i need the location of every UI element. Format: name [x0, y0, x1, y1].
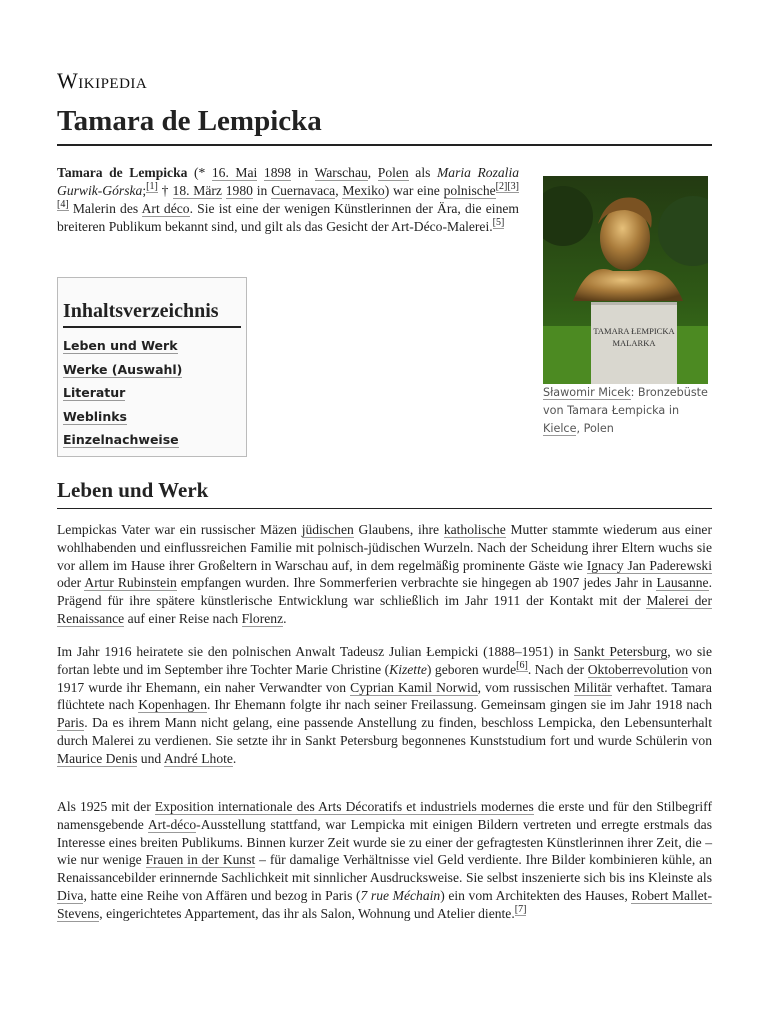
plaque-line-1: TAMARA ŁEMPICKA: [593, 326, 675, 336]
table-of-contents: [57, 277, 247, 457]
toc-item-label: Werke (Auswahl): [63, 361, 183, 377]
ref-5[interactable]: [5]: [492, 217, 505, 229]
link-katholische[interactable]: katholische: [443, 522, 506, 537]
text: oder: [57, 575, 85, 591]
link-polen[interactable]: Polen: [377, 165, 409, 180]
link-renaissance[interactable]: Malerei der Renaissance: [57, 593, 712, 626]
text: und: [137, 750, 164, 766]
ref-6[interactable]: [6]: [516, 660, 528, 672]
text: die erste und für den Stilbegriff namensgebende: [57, 799, 712, 832]
link-kielce[interactable]: Kielce: [543, 422, 577, 435]
text: . Nach der: [527, 661, 588, 677]
text: , wo sie fortan lebte und im September ihre Tochter Marie Christine (: [57, 644, 712, 677]
link-polnische[interactable]: polnische: [443, 183, 496, 198]
text: ,: [367, 165, 378, 180]
link-frauen-in-der-kunst[interactable]: Frauen in der Kunst: [145, 852, 256, 868]
intro-name: Tamara de Lempicka: [57, 165, 188, 180]
ref-7[interactable]: [7]: [514, 904, 527, 916]
text: . Sie ist eine der wenigen Künstlerinnen der Ära, die einem breiteren Publikum bekannt sind, und gilt als das Gesicht der Art-Déco-Malerei.: [57, 201, 519, 234]
link-exposition[interactable]: Exposition internationale des Arts Décoratifs et industriels modernes: [154, 799, 534, 814]
text: , vom russischen: [477, 679, 575, 695]
address: 7 rue Méchain: [360, 887, 441, 903]
link-mallet-stevens[interactable]: Robert Mallet-Stevens: [57, 887, 712, 921]
text: .: [232, 750, 237, 766]
toc-item-label: Literatur: [63, 385, 126, 400]
link-juedischen[interactable]: jüdischen: [301, 522, 354, 537]
toc-item-weblinks[interactable]: [63, 407, 241, 431]
link-mexiko[interactable]: Mexiko: [342, 183, 385, 198]
text: .: [283, 610, 287, 626]
link-cuernavaca[interactable]: Cuernavaca: [271, 183, 336, 198]
text: , eingerichtetes Appartement, das ihr als Salon, Wohnung und Atelier diente.: [99, 905, 515, 921]
link-paris[interactable]: Paris: [57, 715, 85, 731]
text: Glaubens, ihre: [353, 522, 444, 537]
toc-item-werke[interactable]: [63, 360, 241, 384]
text: Als 1925 mit der: [57, 799, 155, 814]
text: ) geboren wurde: [426, 661, 517, 677]
text: ;: [142, 183, 147, 198]
text: . Prägend für ihre spätere künstlerische Entwicklung war schließlich im Jahr 1911 der Kontakt mit der: [57, 575, 712, 609]
ref-3[interactable]: [3]: [507, 181, 520, 193]
link-andre-lhote[interactable]: André Lhote: [163, 750, 233, 766]
link-maurice-denis[interactable]: Maurice Denis: [57, 750, 138, 766]
birth-name: Maria Rozalia Gurwik-Górska: [57, 165, 520, 198]
link-warschau[interactable]: Warschau: [314, 165, 368, 180]
text: empfangen wurden. Ihre Sommerferien verbrachte sie hingegen ab 1907 jedes Jahr in: [176, 575, 657, 591]
toc-item-label: Leben und Werk: [63, 338, 178, 353]
text: , Polen: [576, 422, 614, 435]
paragraph-2: [57, 643, 712, 768]
text: ) war eine: [384, 183, 444, 198]
text: in: [252, 183, 272, 198]
toc-item-label: Einzelnachweise: [63, 432, 179, 447]
toc-item-label: Weblinks: [63, 408, 127, 424]
text: , hatte eine Reihe von Affären und bezog in Paris (: [83, 887, 361, 903]
text: Im Jahr 1916 heiratete sie den polnischen Anwalt Tadeusz Julian Łempicki (1888–1951) in: [57, 644, 574, 659]
link-birth-day[interactable]: 16. Mai: [211, 165, 258, 180]
plaque-line-2: MALARKA: [612, 338, 656, 348]
link-art-deco[interactable]: Art déco: [141, 201, 190, 216]
pedestal-edge: [591, 302, 677, 305]
link-birth-year[interactable]: 1898: [263, 165, 292, 180]
paragraph-3: [57, 798, 712, 923]
link-norwid[interactable]: Cyprian Kamil Norwid: [350, 679, 478, 695]
text: auf einer Reise nach: [124, 610, 242, 626]
link-rubinstein[interactable]: Artur Rubinstein: [84, 575, 177, 591]
link-oktoberrevolution[interactable]: Oktoberrevolution: [587, 661, 689, 677]
toc-item-einzelnachweise[interactable]: [63, 430, 241, 454]
text: ) ein vom Architekten des Hauses,: [440, 887, 632, 903]
ref-1[interactable]: [1]: [146, 181, 158, 193]
ref-4[interactable]: [4]: [57, 199, 69, 211]
text: als: [408, 165, 437, 180]
link-sankt-petersburg[interactable]: Sankt Petersburg: [573, 644, 668, 659]
link-militaer[interactable]: Militär: [574, 679, 612, 695]
text: . Ihr Ehemann folgte ihr nach seiner Freilassung. Gemeinsam gingen sie im Jahr 1918 nach: [207, 697, 712, 713]
text: . Da es ihrem Mann nicht gelang, eine passende Anstellung zu finden, beschloss Lempicka, den Lebensunterhalt durch Malerei zu verdienen. Sie setzte ihr in Sankt Petersburg begonnenes Kunststudium fort und wurde Schülerin von: [57, 715, 712, 748]
link-lausanne[interactable]: Lausanne: [656, 575, 709, 591]
link-diva[interactable]: Diva: [57, 887, 84, 903]
link-kopenhagen[interactable]: Kopenhagen: [138, 697, 207, 713]
section-heading-leben-und-werk: Leben und Werk: [57, 478, 712, 509]
link-paderewski[interactable]: Ignacy Jan Paderewski: [586, 557, 712, 573]
ref-2[interactable]: [2]: [495, 181, 508, 193]
wikipedia-wordmark[interactable]: [57, 68, 147, 94]
wordmark-text: Wikipedia: [57, 68, 148, 93]
infobox-figure: [543, 176, 709, 438]
text: Malerin des: [68, 201, 142, 216]
kizette: Kizette: [389, 661, 427, 677]
link-florenz[interactable]: Florenz: [241, 610, 284, 626]
text: Lempickas Vater war ein russischer Mäzen: [57, 522, 302, 537]
text: in: [291, 165, 315, 180]
toc-item-literatur[interactable]: [63, 383, 241, 407]
toc-item-leben-und-werk[interactable]: [63, 336, 241, 360]
text: von 1917 wurde ihr Ehemann, ein naher Verwandter von: [57, 661, 712, 695]
page-title: Tamara de Lempicka: [57, 105, 712, 146]
figure-caption: [543, 384, 709, 438]
text: verhaftet. Tamara flüchtete nach: [57, 679, 712, 713]
toc-title: Inhaltsverzeichnis: [63, 300, 241, 328]
text: ,: [335, 183, 343, 198]
link-art-deco-2[interactable]: Art-déco: [147, 816, 197, 832]
text: Mutter stammte wiederum aus einer wohlhabenden und einflussreichen Familie mit polnisch-jüdischen Wurzeln. Nach der Scheidung ihrer Eltern wuchs sie vor allem im Hause ihrer Großeltern in Warschau auf, in dem regelmäßig prominente Gäste wie: [57, 522, 712, 573]
text: : Bronzebüste von Tamara Łempicka in: [543, 386, 708, 417]
text: (*: [187, 165, 212, 180]
text: – für damalige Verhältnisse viel Geld verdiente. Ihre Bilder kombinieren kühle, an Renaissancebilder erinnernde Sachlichkeit mit sinnlicher Ausdrucksweise. Sie selbst inszenierte sich bis ins Kleinste als: [57, 852, 713, 886]
bust-photo[interactable]: [543, 176, 708, 384]
link-death-day[interactable]: 18. März: [172, 183, 222, 198]
link-death-year[interactable]: 1980: [225, 183, 253, 198]
paragraph-1: [57, 521, 712, 628]
intro-paragraph: [57, 164, 519, 236]
link-photo-author[interactable]: Sławomir Micek: [543, 386, 631, 399]
toc-list: [63, 336, 241, 454]
text: †: [157, 183, 173, 198]
text: -Ausstellung stattfand, war Lempicka mit einigen Bildern vertreten und erregte erstmals das Interesse eines breiten Publikums. Binnen kurzer Zeit wurde sie zu einer der gefragtesten Künstlerinnen ihrer Zeit, die – wie nur wenige: [57, 816, 713, 868]
